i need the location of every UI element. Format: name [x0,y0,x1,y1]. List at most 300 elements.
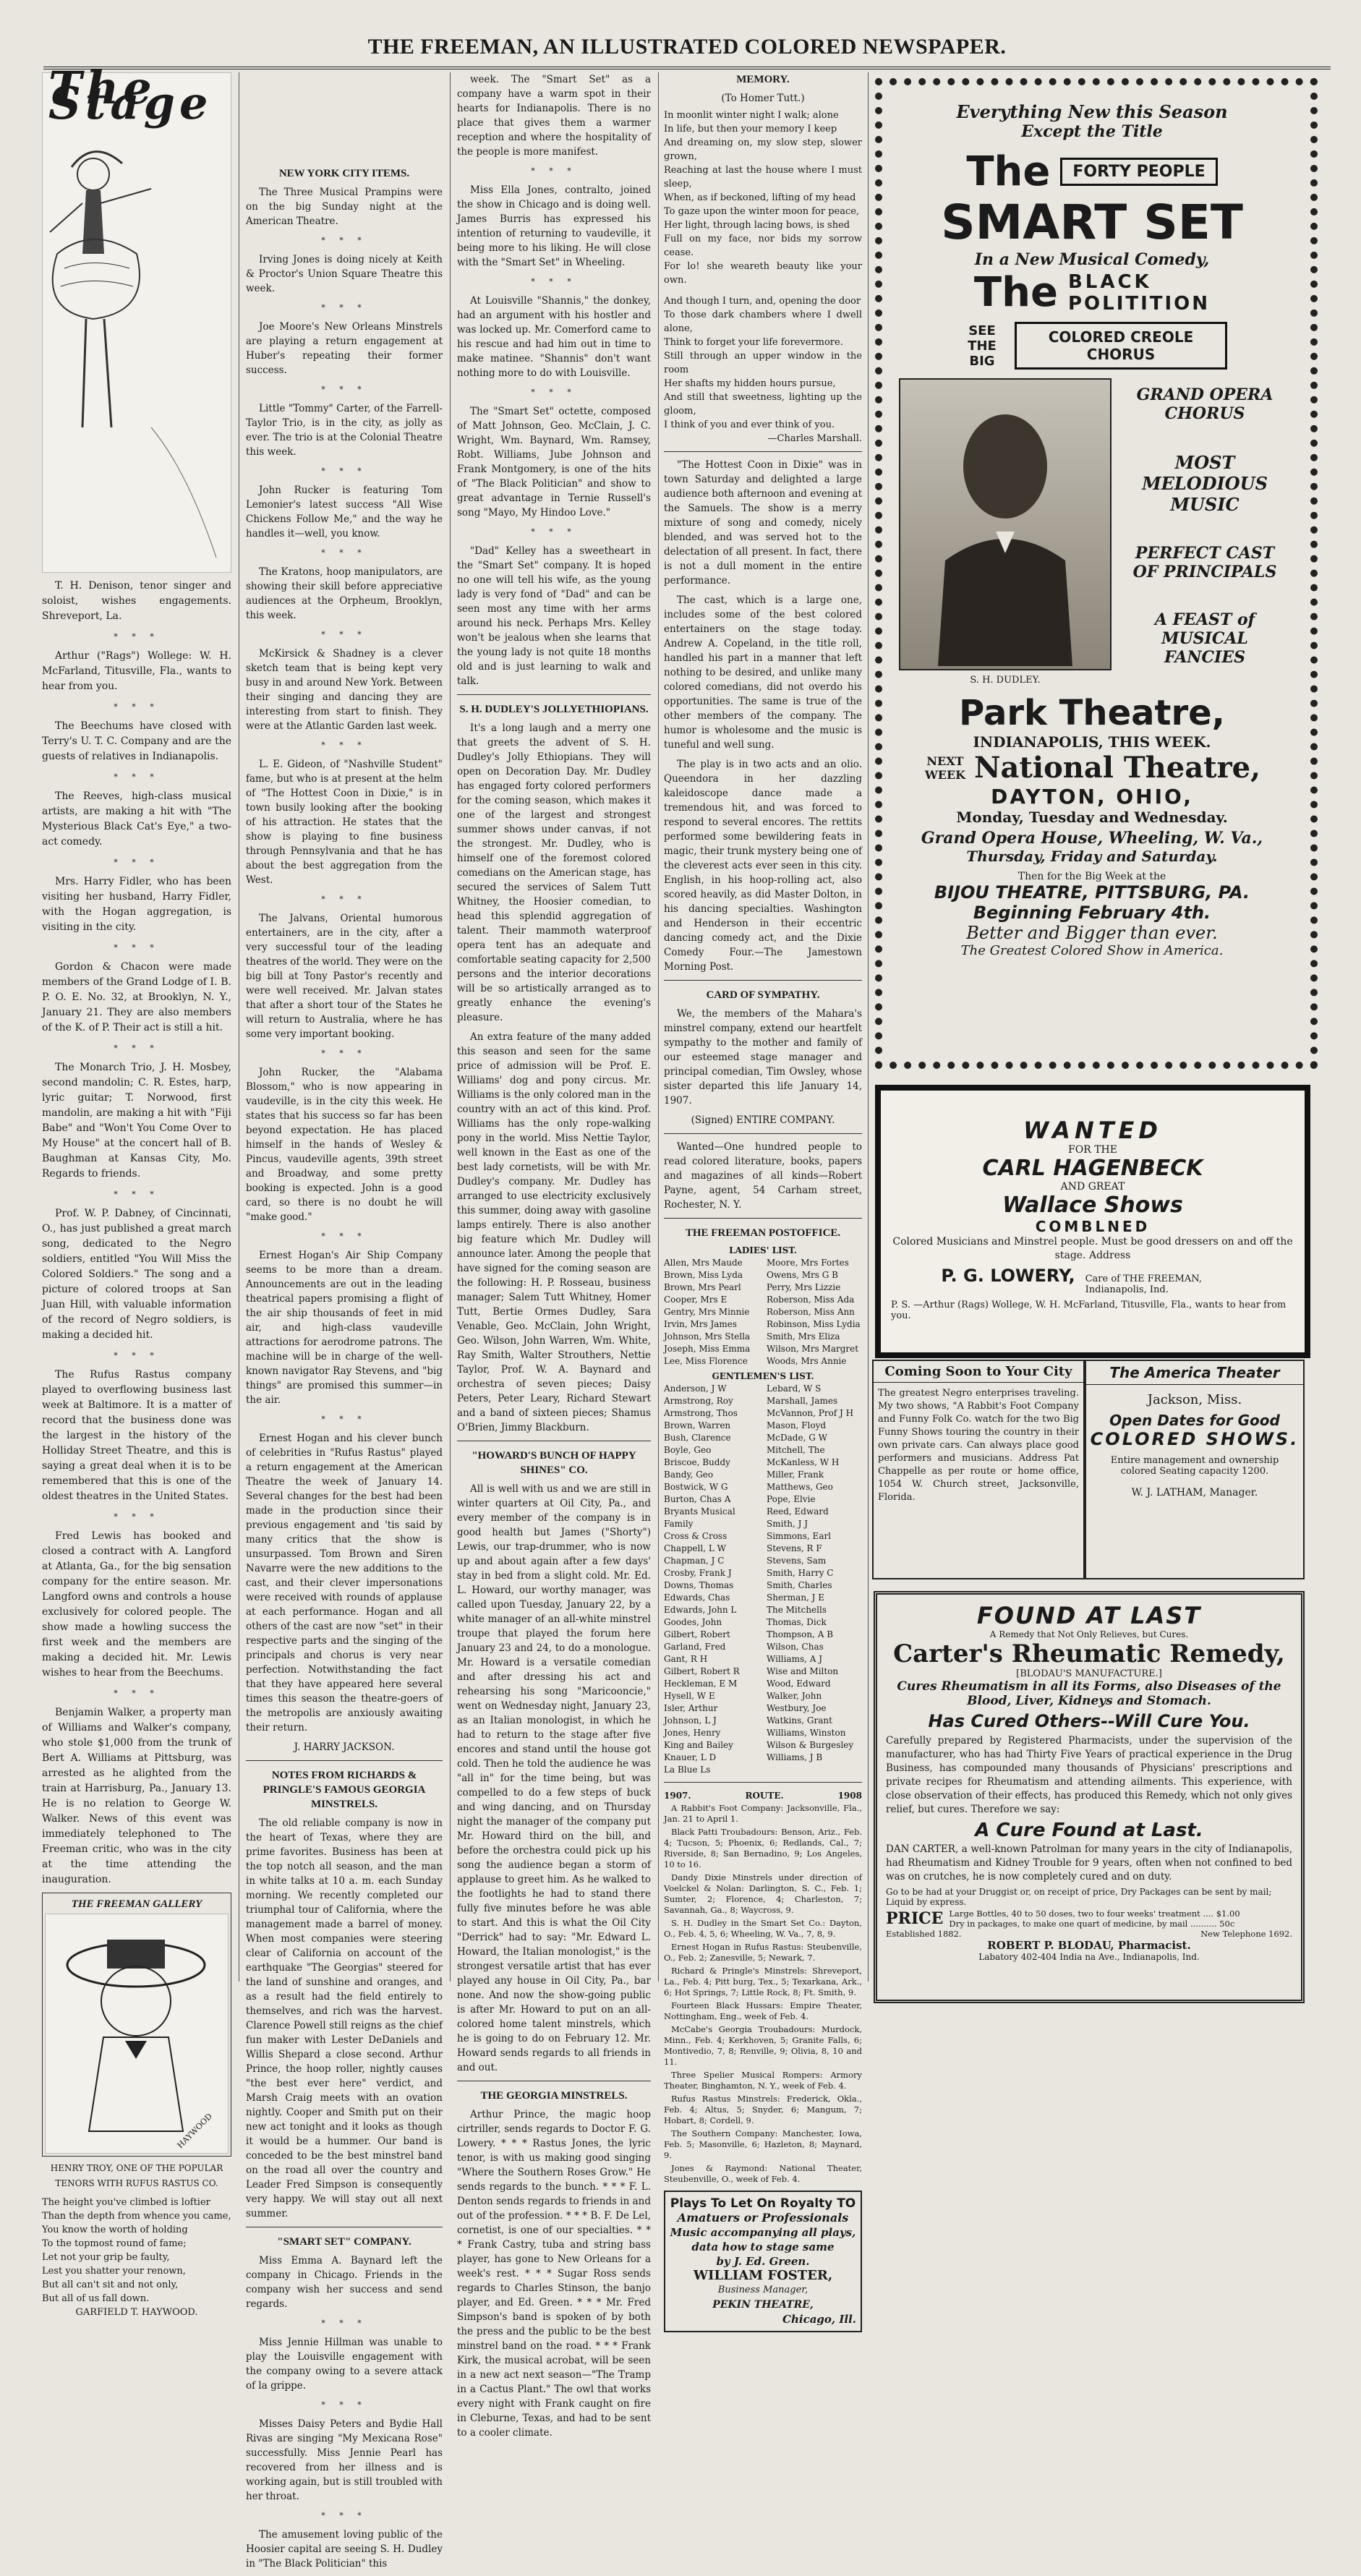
ad-line: Everything New this Season [956,101,1228,122]
poem-line: To the topmost round of fame; [42,2238,187,2249]
ad-line: INDIANAPOLIS, THIS WEEK. [973,733,1211,751]
item-paragraph: The Rufus Rastus company played to overflowing business last week at Baltimore. It is a matter of record that the business done was the largest in the history of the Holliday Street Theatre, and this is saying a great deal when it is to be remembered that this is one of the oldest theatres in the United States. [42,1369,231,1502]
section-heading: NOTES FROM RICHARDS & PRINGLE'S FAMOUS GEORGIA MINSTRELS. [263,1770,426,1810]
plays-ad-line: PEKIN THEATRE, [712,2299,814,2311]
list-item: Goodes, John [664,1617,722,1627]
ladies-list [664,1257,862,1368]
ad-line: DAYTON, OHIO, [991,785,1193,809]
portrait-sketch [45,1914,229,2154]
ad-row [891,1266,1294,1295]
item-paragraph: Prof. W. P. Dabney, of Cincinnati, O., has just published a great march song, dedicated to the Negro soldiers, entitled "You Will Miss the Colored Soldiers." The song and a picture of colored troops at San Juan Hill, with valuable information of the record of Negro soldiers, is making a decided hit. [42,1208,231,1341]
stage-illustration [42,61,231,573]
list-item: Matthews, Geo [767,1482,833,1492]
poem-line: For lo! she weareth beauty like your own. [664,261,862,286]
poem-line: In moonlit winter night I walk; alone [664,110,839,121]
poem-line: Her light, through lacing bows, is shed [664,220,850,231]
section-rule [457,694,651,695]
list-item: Downs, Thomas [664,1580,734,1590]
item-paragraph: John Rucker is featuring Tom Lemonier's latest success "All Wise Chickens Follow Me," and the way he handles it—well, you know. [246,485,443,539]
portrait-caption: S. H. DUDLEY. [970,675,1041,686]
ad-boxed-text: FORTY PEOPLE [1060,158,1217,186]
item-paragraph: Gordon & Chacon were made members of the Grand Lodge of I. B. P. O. E. No. 32, at Brooklyn, N. Y., January 21. They are also members of the K. of P. Their act is still a hit. [42,961,231,1033]
item-paragraph: All is well with us and we are still in winter quarters at Oil City, Pa., and every member of the company is in good health but James ("Shorty") Lewis, our trap-drummer, who is now up and about again after a few days' stay in bed from a slight cold. Mr. Ed. L. Howard, our worthy manager, was called upon Tuesday, January 22, by a white manager of an all-white minstrel troupe that played the forum here January 23 and 24, to do a monologue. Mr. Howard is a versatile comedian and after dressing his act and rehearsing his song "Maricooncie," went on Wednesday night, January 23, as an Italian monologist, in which he had to return to the stage after five encores and stand until the house got cold. Then he told the audience he was "all in" for the time being, but was compelled to do a few steps of buck and wing dancing, and on Thursday night the manager of the company put Mr. Howard third on the bill, and before the orchestra could pick up his song the audience began a storm of applause to greet him. As he walked to the footlights he had to stand there fully five minutes before he was able to start. And this is what the Oil City "Derrick" had to say: "Mr. Edward L. Howard, the Italian monologist," is the strongest versatile artist that has ever played any house in Oil City, Pa., bar none. And now the show-going public is after Mr. Howard to put on an all-colored home talent minstrels, which he is going to do on February 12. Mr. Howard sends regards to all friends in and out. [457,1483,651,2073]
ad-address: Care of THE FREEMAN, Indianapolis, Ind. [1085,1274,1202,1295]
price-item: Large Bottles, 40 to 50 doses, two to four weeks' treatment .... $1.00 [949,1908,1240,1919]
list-item: Wilson, Chas [767,1642,824,1652]
list-item: Watkins, Grant [767,1715,832,1726]
list-item: Bandy, Geo [664,1470,714,1480]
poem-line: The height you've climbed is loftier [42,2197,210,2208]
item-paragraph: The Kratons, hoop manipulators, are showing their skill before appreciative audiences at the Orpheum, Brooklyn, this week. [246,566,443,621]
poem-line: Let not your grip be faulty, [42,2252,170,2263]
ad-body: The greatest Negro enterprises traveling. My two shows, "A Rabbit's Foot Company and Funny Folk Co. watch for the two Big Funny Shows touring the country in their own private cars. Can always place good performers and musicians. Address Pat Chappelle as per route or home office, 1054 W. Church street, Jacksonville, Florida. [878,1388,1079,1503]
item-paragraph: Ernest Hogan's Air Ship Company seems to be more than a dream. Announcements are out in the leading theatrical papers promising a flight of the air ship thousands of feet in mid air, and high-class vaudeville attractions for aerodrome patrons. The machine will be in charge of the well-known navigator Ray Stevens, and "big things" are promised this summer—in the air. [246,1250,443,1406]
wanted-ad-content [881,1091,1305,1321]
divider: * * * [114,772,160,782]
ad-line: COLORED SHOWS. [1090,1429,1300,1449]
dancer-drawing [43,124,231,572]
wanted-notice: Wanted—One hundred people to read colored literature, books, papers and magazines of all kinds—Robert Payne, agent, 54 Carham street, Rochester, N. Y. [664,1141,862,1211]
poem-line: Full on my face, nor bids my sorrow cease. [664,234,862,258]
section-heading: THE FREEMAN POSTOFFICE. [685,1227,841,1239]
ad-headline: CARL HAGENBECK [982,1156,1203,1181]
list-item: S. H. Dudley in the Smart Set Co.: Dayton, O., Feb. 4, 5, 6; Wheeling, W. Va., 7, 8, 9. [664,1918,862,1939]
poem-line: In life, but then your memory I keep [664,124,837,135]
ad-line: In a New Musical Comedy, [974,250,1210,269]
item-paragraph: "The Hottest Coon in Dixie" was in town Saturday and delighted a large audience both afternoon and evening at the Samuels. The show is a merry mixture of song and comedy, nicely blended, and was served hot to the delectation of all present. In fact, there is not a dull moment in the entire performance. [664,459,862,587]
list-item: Edwards, Chas [664,1592,730,1603]
list-item: Thompson, A B [767,1629,834,1639]
ad-line: The Greatest Colored Show in America. [960,943,1224,958]
column-rule [658,72,659,1982]
list-item: Smith, J J [767,1519,809,1529]
ad-row [877,1929,1301,1939]
divider: * * * [114,1190,160,1199]
ad-line: AND GREAT [1060,1181,1125,1193]
poem-line: You know the worth of holding [42,2225,188,2235]
list-item: Armstrong, Roy [664,1396,733,1406]
list-item: McCabe's Georgia Troubadours: Murdock, Minn., Feb. 4; Kerkhoven, 5; Granite Falls, 6; Montivedio, 7, 8; Renville, 9; Olivia, 8, 10 and 11. [664,2024,862,2067]
ad-boxed-text: COLORED CREOLE CHORUS [1015,322,1227,370]
price-label: PRICE [886,1909,944,1928]
section-rule [664,1133,862,1134]
list-item: Chappell, L W [664,1543,726,1553]
ad-established: Established 1882. [886,1929,962,1939]
poem-line: I think of you and ever think of you. [664,419,835,430]
ad-signature: ROBERT P. BLODAU, Pharmacist. [987,1939,1191,1952]
plays-ad-title: Plays To Let On Royalty TO [670,2196,856,2211]
ad-line: Grand Opera House, Wheeling, W. Va., [921,829,1263,848]
list-item: Cooper, Mrs E [664,1295,728,1305]
list-item: Anderson, J W [664,1383,727,1394]
poem-line: Think to forget your life forevermore. [664,337,843,348]
poem-line: Than the depth from whence you came, [42,2211,231,2222]
smart-set-ad [897,101,1287,1041]
ad-body: Carefully prepared by Registered Pharmacists, under the supervision of the manufacturer, who has had Thirty Five Years of practical experience in the Drug Business, has compounded many thousands of Physicians' prescriptions and private recipes for Rheumatism and attending ailments. This experience, with close observation of their effects, has produced this Remedy, which not only gives relief, but cures. Therefore we say: [886,1735,1292,1815]
list-item: Joseph, Miss Emma [664,1344,751,1354]
ad-headline: SMART SET [941,195,1243,250]
list-item: Robinson, Miss Lydia [767,1319,861,1329]
poem-line: And though I turn, and, opening the door [664,296,861,307]
item-paragraph: The amusement loving public of the Hoosier capital are seeing S. H. Dudley in "The Black Politician" this [246,2529,443,2569]
divider: * * * [321,2511,367,2520]
section-rule [664,980,862,981]
divider: * * * [321,548,367,558]
list-item: Three Spelier Musical Rompers: Armory Theater, Binghamton, N. Y., week of Feb. 4. [664,2070,862,2091]
gentlemen-list [664,1383,862,1776]
portrait-caption: HENRY TROY, ONE OF THE POPULAR TENORS WITH RUFUS RASTUS CO. [50,2163,223,2188]
item-paragraph: An extra feature of the many added this season and seen for the same price of admission will be Prof. E. Williams' dog and pony circus. Mr. Williams is the only colored man in the country with an act of this kind. Prof. Williams has the only rope-walking pony in the world. Miss Nettie Taylor, well known in the East as one of the best lady cornetists, will be with Mr. Dudley's company. Mr. Dudley has arranged to use electricity exclusively this summer, doing away with gasoline lamps entirely. There is also another big feature which Mr. Dudley will announce later. Among the people that have signed for the coming season are the following: H. P. Rosseau, business manager; Salem Tutt Whitney, Homer Tutt, Bertie Ormes Dudley, Sara Venable, Geo. McClain, John Wright, Geo. Wilson, John Warren, Wm. White, Ray Smith, Walter Strouthers, Nettie Taylor, Prof. W. A. Baynard and orchestra of seven pieces; Daisy Peters, Peter Leary, Richard Stewart and a band of sixteen pieces; Shamus O'Brien, Jimmy Blackburn. [457,1031,651,1433]
ad-word: NEXT WEEK [924,754,966,782]
item-paragraph: "Dad" Kelley has a sweetheart in the "Smart Set" company. It is hoped no one will tell his wife, as the young lady is very fond of "Dad" and can be seen most any time with her arms around his neck. Perhaps Mrs. Kelley won't be jealous when she learns that the young lady is not quite 18 months old and is just learning to walk and talk. [457,545,651,687]
ad-headline: Has Cured Others--Will Cure You. [928,1711,1250,1731]
divider: * * * [114,943,160,952]
section-rule [664,1218,862,1219]
list-item: Gant, R H [664,1654,708,1664]
route-list [664,1803,862,2185]
list-item: Mitchell, The [767,1445,825,1455]
plays-ad-line: Music accompanying all plays, data how to stage same [670,2226,856,2253]
ad-headline: Carter's Rheumatic Remedy, [893,1639,1285,1668]
item-paragraph: Joe Moore's New Orleans Minstrels are playing a return engagement at Huber's repeating their former success. [246,321,443,376]
divider: * * * [114,1689,160,1698]
list-item: Rufus Rastus Minstrels: Frederick, Okla., Feb. 4; Altus, 5; Snyder, 6; Mangum, 7; Hobart, 8; Cordell, 9. [664,2094,862,2125]
list-item: Burton, Chas A [664,1494,731,1504]
price-list [949,1908,1240,1929]
item-paragraph: The Reeves, high-class musical artists, are making a hit with "The Mysterious Black Cat's Eye," a two-act comedy. [42,790,231,848]
stanza-break [664,287,862,294]
list-item: Irvin, Mrs James [664,1319,738,1329]
ad-body: DAN CARTER, a well-known Patrolman for many years in the city of Indianapolis, had Rheumatism and Kidney Trouble for 9 years, often when not confined to bed was on crutches, he is now completely cured and on duty. [886,1843,1292,1882]
ad-word: BLACK [1067,270,1152,293]
divider: * * * [114,1512,160,1522]
section-heading: "SMART SET" COMPANY. [277,2236,411,2248]
item-paragraph: Little "Tommy" Carter, of the Farrell-Taylor Trio, is in the city, as jolly as ever. The trio is at the Colonial Theatre this week. [246,403,443,458]
list-item: Perry, Mrs Lizzie [767,1282,841,1292]
list-item: Wise and Milton [767,1666,839,1676]
ad-row [897,751,1287,785]
item-paragraph: At Louisville "Shannis," the donkey, had an argument with his hostler and was locked up. Mr. Comerford came to his rescue and had him out in time to make matinee. "Shannis" don't want nothing more to do with Louisville. [457,295,651,379]
section-heading: THE GEORGIA MINSTRELS. [480,2090,628,2102]
item-paragraph: The old reliable company is now in the heart of Texas, where they are prime favorites. Business has been at the top notch all season, and the man in white talks at 10 a. m. each Sunday morning. We recently completed our triumphal tour of California, where the management made a barrel of money. When most companies were steering clear of California on account of the earthquake "The Georgias" steered for the land of sunshine and oranges, and as a result had the field entirely to themselves, and rich was the harvest. Clarence Powell still reigns as the chief fun maker with Lester DeDaniels and Willis Shepard a close second. Arthur Prince, the hoop roller, nightly causes "the best ever here" verdict, and Marsh Craig meets with an ovation nightly. Cooper and Smith put on their new act tonight and it looks as though it would be a hummer. Our band is conceded to be the best minstrel band on the road all over the country and Leader Fred Simpson is consequently very happy. We will stay out all next summer. [246,1817,443,2219]
item-paragraph: week. The "Smart Set" as a company have a warm spot in their hearts for Indianapolis. There is no place that gives them a warmer reception and where the hospitality of the people is more manifest. [457,74,651,158]
list-item: McVannon, Prof J H [767,1408,854,1418]
item-paragraph: Miss Jennie Hillman was unable to play the Louisville engagement with the company owing to a severe attack of la grippe. [246,2337,443,2392]
section-rule [246,1760,443,1761]
feature-item: PERFECT CAST OF PRINCIPALS [1132,544,1277,581]
list-item: Garland, Fred [664,1642,726,1652]
list-item: Miller, Frank [767,1470,824,1480]
list-item: Stevens, Sam [767,1556,827,1566]
list-item: Edwards, John L [664,1605,737,1615]
list-column [664,1383,759,1776]
poem-line: But all of us fall down. [42,2293,150,2304]
list-item: Thomas, Dick [767,1617,827,1627]
route-heading [664,1788,862,1803]
divider: * * * [531,388,577,397]
list-heading: GENTLEMEN'S LIST. [712,1371,814,1381]
list-item: Allen, Mrs Maude [664,1258,743,1268]
list-item: Lebard, W S [767,1383,822,1394]
ad-line: Then for the Big Week at the [1017,871,1166,882]
ad-line: Better and Bigger than ever. [966,923,1218,943]
list-item: Williams, J B [767,1752,823,1762]
section-heading: CARD OF SYMPATHY. [706,989,820,1001]
list-item: Hysell, W E [664,1691,715,1701]
item-paragraph: John Rucker, the "Alabama Blossom," who is now appearing in vaudeville, is in the city this week. He states that his success so far has been beyond expectation. He has placed himself in the hands of Wesley & Pincus, vaudeville agents, 39th street and Broadway, and some pretty booking is expected. John is a good card, so there is no doubt he will "make good." [246,1067,443,1223]
list-item: Roberson, Miss Ann [767,1307,855,1317]
list-item: Wilson & Burgesley [767,1740,854,1750]
item-paragraph: Mrs. Harry Fidler, who has been visiting her husband, Harry Fidler, with the Hogan aggregation, is visiting in the city. [42,876,231,933]
ad-line: Go to be had at your Druggist or, on receipt of price, Dry Packages can be sent by mail; Liquid by express. [886,1887,1272,1907]
column-2 [246,72,443,2576]
list-item: Dandy Dixie Minstrels under direction of Voelckel & Nolan: Darlington, S. C., Feb. 1; Sumter, 2; Florence, 4; Charleston, 7; Savannah, Ga., 8; Waycross, 9. [664,1872,862,1915]
ad-word: The [973,269,1058,316]
feature-item: MOST MELODIOUS MUSIC [1142,452,1268,515]
ad-line: COMBLNED [1035,1218,1151,1235]
ad-line: A Remedy that Not Only Relieves, but Cures. [989,1629,1189,1639]
list-item: Isler, Arthur [664,1703,718,1713]
list-item: Bush, Clarence [664,1433,731,1443]
column-rule [868,72,869,1982]
poem-dedication: (To Homer Tutt.) [721,93,805,104]
poem-line: To those dark chambers where I dwell alone, [664,310,862,334]
ad-headline: FOUND AT LAST [976,1602,1202,1629]
list-item: Lee, Miss Florence [664,1356,748,1366]
divider: * * * [531,277,577,286]
portrait-block [897,378,1114,686]
divider: * * * [114,858,160,867]
list-item: McDade, G W [767,1433,827,1443]
byline: J. HARRY JACKSON. [294,1741,395,1753]
list-item: King and Bailey [664,1740,733,1750]
divider: * * * [114,702,160,712]
column-4 [664,72,862,2332]
portrait-silhouette [902,380,1109,666]
ad-line: [BLODAU'S MANUFACTURE.] [1016,1668,1162,1679]
list-item: Gentry, Mrs Minnie [664,1307,750,1317]
list-item: Brown, Mrs Pearl [664,1282,741,1292]
dudley-portrait [899,378,1112,670]
item-paragraph: The Jalvans, Oriental humorous entertainers, are in the city, after a very successful tour of the leading theatres of the world. They were on the big bill at Tony Pastor's recently and were well received. Mr. Jalvan states that after a short tour of the States he will return to Australia, where he has some very important booking. [246,913,443,1040]
list-item: Knauer, L D [664,1752,717,1762]
item-paragraph: Ernest Hogan and his clever bunch of celebrities in "Rufus Rastus" played a return engagement at the American Theatre the week of January 14. Several changes for the best had been made in the production since their previous engagement and 'tis said by many critics that the show is unsurpassed. Tom Brown and Siren Navarre were the new additions to the cast, and their clever impersonations were received with rounds of applause at each performance. Hogan and all others of the cast are now "set" in their respective parts and the singing of the principals and chorus is very near perfection. Notwithstanding the fact that they have appeared here several times this season the theatre-goers of the metropolis are anxiously awaiting their return. [246,1433,443,1733]
list-item: Wilson, Mrs Margret [767,1344,859,1354]
list-item: Simmons, Earl [767,1531,832,1541]
list-item: Black Patti Troubadours: Benson, Ariz., Feb. 4; Tucson, 5; Phoenix, 6; Redlands, Cal., 7; Riverside, 8; San Bernadino, 9; Los Angeles, 10 to 16. [664,1827,862,1869]
coming-soon-ad [872,1360,1085,1579]
ad-line: FOR THE [1068,1144,1117,1156]
list-item: Johnson, Mrs Stella [664,1331,751,1342]
list-item: Richard & Pringle's Minstrels: Shreveport, La., Feb. 4; Pitt burg, Tex., 5; Texarkana, Ark., 6; Hot Springs, 7; Little Rock, 8; Ft. Smith, 9. [664,1966,862,1997]
divider: * * * [114,1044,160,1053]
section-heading: NEW YORK CITY ITEMS. [278,168,410,179]
list-item: Woods, Mrs Annie [767,1356,847,1366]
list-item: The Southern Company: Manchester, Iowa, Feb. 5; Masonville, 6; Hazleton, 8; Maynard, 9. [664,2128,862,2160]
list-item: Walker, John [767,1691,822,1701]
list-item: La Blue Ls [664,1765,711,1775]
list-item: Pope, Elvie [767,1494,816,1504]
ad-stack [1068,271,1210,315]
list-item: Gilbert, Robert R [664,1666,740,1676]
list-item: Chapman, J C [664,1556,725,1566]
divider: * * * [531,527,577,537]
sketch-signature: HAYWOOD [176,2111,215,2151]
item-paragraph: McKirsick & Shadney is a clever sketch team that is being kept very busy in and around New York. Between their singing and dancing they are interesting from start to finish. They were at the Atlantic Garden last week. [246,648,443,732]
plays-ad-line: Chicago, Ill. [782,2313,856,2326]
ad-line: Cures Rheumatism in all its Forms, also Diseases of the Blood, Liver, Kidneys and Stomach. [897,1679,1281,1708]
list-item: The Mitchells [767,1605,827,1615]
ad-postscript: P. S. —Arthur (Rags) Wollege, W. H. McFarland, Titusville, Fla., wants to hear from you. [891,1300,1287,1321]
item-paragraph: Benjamin Walker, a property man of Williams and Walker's company, who stole $1,000 from the trunk of Bert A. Williams at Pittsburg, was arrested as he alighted from the train at Harrisburg, Pa., January 13. He is no relation to George W. Walker. News of this event was immediately telephoned to The Freeman critic, who was in the city at the time attending the inauguration. [42,1707,231,1885]
item-paragraph: The play is in two acts and an olio. Queendora in her dazzling kaleidoscope dance made a tremendous hit, and was forced to respond to several encores. The rettits performed some bewildering feats in magic, their trunk mystery being one of the cleverest acts ever seen in this city. English, in his hoop-rolling act, also scored heavily, as did Master Dolton, in his dancing specialties. Washington and Henderson in their eccentric dancing comedy act, and the Dixie Comedy Four.—The Jamestown Morning Post. [664,759,862,973]
poem-line: And still that sweetness, lighting up the gloom, [664,392,862,417]
list-item: Gilbert, Robert [664,1629,730,1639]
section-heading: "HOWARD'S BUNCH OF HAPPY SHINES" CO. [472,1450,636,1476]
list-item: Sherman, J E [767,1592,825,1603]
gallery-heading: THE FREEMAN GALLERY [71,1898,202,1910]
feature-item: GRAND OPERA CHORUS [1136,385,1273,423]
ad-headline: A Cure Found at Last. [975,1820,1203,1841]
ad-feature-row [897,378,1287,686]
poem-line: When, as if beckoned, lifting of my head [664,192,856,203]
list-item: Roberson, Miss Ada [767,1295,855,1305]
list-item: Cross & Cross [664,1531,728,1541]
list-item: Jones & Raymond: National Theater, Steubenville, O., week of Feb. 4. [664,2163,862,2184]
item-paragraph: The cast, which is a large one, includes some of the best colored entertainers on the stage today. Andrew A. Copeland, in the title roll, handled his part in a manner that left nothing to be desired, and unlike many colored comedians, did not overdo his opportunities. The same is true of the other members of the company. The humor is wholesome and the music is tuneful and well sung. [664,594,862,751]
list-item: Williams, A J [767,1654,823,1664]
memory-poem [664,108,862,445]
divider: * * * [114,632,160,641]
col1-items [42,579,231,1888]
list-item: Reed, Edward [767,1506,829,1517]
list-item: Smith, Mrs Eliza [767,1331,840,1342]
ad-address: Labatory 402-404 India na Ave., Indianapolis, Ind. [978,1952,1200,1962]
item-paragraph: Fred Lewis has booked and closed a contract with A. Langford at Atlanta, Ga., for the big sensation company for the entire season. Mr. Langford owns and controls a house exclusively for colored people. The show made a howling success the first week and the members are making a decided hit. Mr. Lewis wishes to hear from the Beechums. [42,1530,231,1679]
ad-line: Thursday, Friday and Saturday. [966,848,1218,865]
poem-line: Her shafts my hidden hours pursue, [664,378,836,389]
list-item: Smith, Harry C [767,1568,834,1578]
list-item: Wood, Edward [767,1679,831,1689]
list-item: Armstrong, Thos [664,1408,738,1418]
list-heading: LADIES' LIST. [729,1245,797,1255]
list-item: Brown, Miss Lyda [664,1270,743,1280]
list-item: Bostwick, W G [664,1482,728,1492]
item-paragraph: The Monarch Trio, J. H. Mosbey, second mandolin; C. R. Estes, harp, lyric guitar; T. Norwood, first mandolin, are making a hit with "Fiji Babe" and "Won't You Come Over to My House" at the concert hall of B. Baughman at Kansas City, Mo. Regards to friends. [42,1062,231,1180]
section-rule [664,451,862,452]
list-item: Westbury, Joe [767,1703,827,1713]
divider: * * * [321,895,367,904]
list-item: Owens, Mrs G B [767,1270,838,1280]
ad-line: BIJOU THEATRE, PITTSBURG, PA. [934,882,1250,903]
byline: (Signed) ENTIRE COMPANY. [691,1114,835,1126]
list-column [664,1257,759,1368]
item-paragraph: L. E. Gideon, of "Nashville Student" fame, but who is at present at the helm of "The Hottest Coon in Dixie," is in town busily looking after the booking of his attraction. He states that the show is playing to fine business through Pennsylvania and that he has about the best aggregation from the West. [246,759,443,886]
ad-row [897,322,1287,370]
poem-line: Lest you shatter your renown, [42,2266,186,2277]
item-paragraph: Arthur Prince, the magic hoop cirtriller, sends regards to Doctor F. G. Lowery. * * * Rastus Jones, the lyric tenor, is with us making good singing "Where the Southern Roses Grow." He sends regards to the bunch. * * * F. L. Denton sends regards to friends in and out of the profession. * * * B. F. De Lel, cornetist, is one of our specialties. * * * Frank Castry, tuba and string bass player, has gone to New Orleans for a week's rest. * * * Sugar Ross sends regards to Charles Stinson, the banjo player, and Ed. Green. * * * Mr. Fred Simpson's band is spoken of by both the press and the public to be the best minstrel band on the road. * * * Frank Kirk, the musical acrobat, will be seen in a new act next season—"The Tramp in a Cactus Plant." The owl that works every night with Frank caught on fire in Cleburne, Texas, and had to be sent to a cooler climate. [457,2109,651,2439]
ad-headline: Park Theatre, [959,693,1225,733]
divider: * * * [321,2400,367,2410]
price-item: Dry in packages, to make one quart of medicine, by mail .......... 50c [949,1919,1235,1929]
route-title: ROUTE. [745,1791,784,1801]
divider: * * * [321,1415,367,1424]
list-item: Fourteen Black Hussars: Empire Theater, Nottingham, Eng., week of Feb. 4. [664,2000,862,2021]
list-item: Smith, Charles [767,1580,832,1590]
list-item: Heckleman, E M [664,1679,738,1689]
item-paragraph: We, the members of the Mahara's minstrel company, extend our heartfelt sympathy to the mother and family of our esteemed stage manager and principal comedian, Tim Owsley, whose sister departed this life January 14, 1907. [664,1008,862,1106]
ad-line: Open Dates for Good [1109,1412,1280,1429]
list-item: Bryants Musical [664,1506,735,1517]
list-item: Moore, Mrs Fortes [767,1258,849,1268]
plays-ad [664,2191,862,2332]
feature-list [1122,378,1287,686]
ad-word: POLITITION [1067,292,1211,315]
divider: * * * [531,166,577,176]
list-item: Jones, Henry [664,1728,721,1738]
poem-title: MEMORY. [736,74,790,85]
ad-word: SEE THE BIG [968,323,997,369]
poem-signature: —Charles Marshall. [767,433,862,444]
item-paragraph: The "Smart Set" octette, composed of Matt Johnson, Geo. McClain, J. C. Wright, Wm. Baynard, Wm. Ramsey, Robt. Williams, Jube Johnson and Frank Montgomery, is one of the hits of "The Black Politician" and show to great advantage in Ternie Russell's song "Mayo, My Hindoo Love." [457,406,651,519]
section-rule [664,1782,862,1783]
carter-remedy-ad [874,1591,1305,2003]
list-item: Ernest Hogan in Rufus Rastus: Steubenville, O., Feb. 2; Zanesville, 5; Newark, 7. [664,1942,862,1963]
ad-headline: The America Theater [1086,1361,1303,1385]
item-paragraph: The Three Musical Prampins were on the big Sunday night at the American Theatre. [246,187,443,227]
col2-top-space [246,72,443,159]
ad-headline: National Theatre, [973,751,1261,785]
divider: * * * [321,1049,367,1058]
plays-ad-line: Business Manager, [717,2285,809,2295]
column-rule [450,72,451,1982]
item-paragraph: Miss Emma A. Baynard left the company in Chicago. Friends in the company wish her success and send regards. [246,2255,443,2310]
list-column [767,1383,862,1776]
masthead: THE FREEMAN, AN ILLUSTRATED COLORED NEWSPAPER. [43,35,1331,69]
list-item: Family [664,1519,694,1529]
column-3 [457,72,651,2445]
poem-signature: GARFIELD T. HAYWOOD. [75,2307,198,2318]
list-item: Williams, Winston [767,1728,846,1738]
caricature-drawing [46,1914,226,2146]
divider: * * * [321,236,367,245]
section-heading: S. H. DUDLEY'S JOLLYETHIOPIANS. [459,704,649,715]
item-paragraph: Irving Jones is doing nicely at Keith & Proctor's Union Square Theatre this week. [246,254,443,294]
ad-line: Monday, Tuesday and Wednesday. [956,809,1228,826]
ad-headline: WANTED [1023,1117,1162,1144]
ad-line: Except the Title [1021,122,1163,141]
list-item: Brown, Warren [664,1420,731,1430]
column-1 [42,61,231,2319]
ad-word: The [966,148,1051,195]
ad-headline: Wallace Shows [1002,1193,1183,1218]
ad-body: Colored Musicians and Minstrel people. Must be good dressers on and off the stage. Address [892,1236,1293,1261]
divider: * * * [321,1232,367,1241]
item-paragraph: Misses Daisy Peters and Bydie Hall Rivas are singing "My Mexicana Rose" successfully. Miss Jennie Pearl has recovered from her illness and is working again, but is still troubled with her throat. [246,2418,443,2502]
list-item: Stevens, R F [767,1543,822,1553]
route-year-end: 1908 [837,1791,862,1801]
list-item: A Rabbit's Foot Company: Jacksonville, Fla., Jan. 21 to April 1. [664,1803,862,1824]
item-paragraph: Arthur ("Rags") Wollege: W. H. McFarland, Titusville, Fla., wants to hear from you. [42,650,231,692]
ad-line: Jackson, Miss. [1147,1392,1242,1407]
ad-row [897,148,1287,195]
stage-title: The Stage [48,61,213,129]
list-item: McKanless, W H [767,1457,840,1467]
plays-ad-line: Amatuers or Professionals [677,2211,849,2225]
item-paragraph: T. H. Denison, tenor singer and soloist, wishes engagements. Shreveport, La. [42,580,231,622]
list-item: Briscoe, Buddy [664,1457,730,1467]
item-paragraph: Miss Ella Jones, contralto, joined the show in Chicago and is doing well. James Burris has expressed his intention of returning to vaudeville, it being more to his liking. He will close with the "Smart Set" in Wheeling. [457,184,651,268]
